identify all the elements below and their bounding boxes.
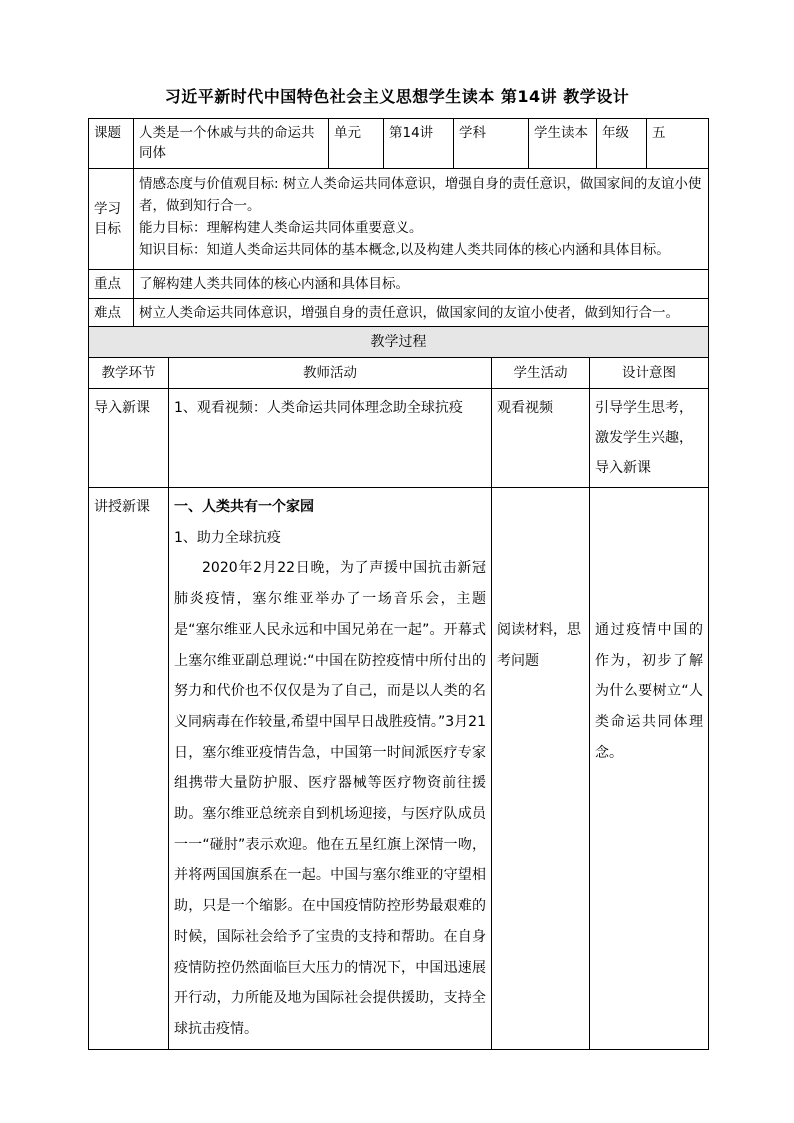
teacher-intro: 1、观看视频：人类命运共同体理念助全球抗疫 [169,389,492,488]
difficult-points-value: 树立人类命运共同体意识，增强自身的责任意识，做国家间的友谊小使者，做到知行合一。 [134,299,709,328]
process-header-row [89,358,709,389]
student-activity-text: 阅读材料，思考问题 [497,622,581,669]
section-heading: 一、人类共有一个家园 [174,499,314,515]
objective-emotion: 情感态度与价值观目标: 树立人类命运共同体意识，增强自身的责任意识，做国家间的友谊小使者，做到知行合一。 [139,176,702,214]
header-intent: 设计意图 [590,358,709,389]
section-subheading: 1、助力全球抗疫 [174,529,281,546]
student-intro: 观看视频 [492,389,590,488]
key-points-value: 了解构建人类共同体的核心内涵和具体目标。 [134,270,709,299]
stage-new-lesson: 讲授新课 [89,488,169,1050]
grade-label: 年级 [597,119,647,169]
teacher-new-lesson [169,488,492,1050]
objectives-label: 学习目标 [89,169,134,270]
topic-value: 人类是一个休戚与共的命运共同体 [134,119,329,169]
document-title: 习近平新时代中国特色社会主义思想学生读本 第14讲 教学设计 [164,87,630,106]
grade-value: 五 [647,119,709,169]
unit-label: 单元 [329,119,384,169]
reading-material: 2020年2月22日晚，为了声援中国抗击新冠肺炎疫情，塞尔维亚举办了一场音乐会，主题是“塞尔维亚人民永远和中国兄弟在一起”。开幕式上塞尔维亚副总理说:“中国在防控疫情中所付出的努力和代价也不仅仅是为了自己，而是以人类的名义同病毒在作较量,希望中国早日战胜疫情。”3月21日，塞尔维亚疫情告急，中国第一时间派医疗专家组携带大量防护服、医疗器械等医疗物资前往援助。塞尔维亚总统亲自到机场迎接，与医疗队成员一一“碰肘”表示欢迎。他在五星红旗上深情一吻，并将两国国旗系在一起。中国与塞尔维亚的守望相助，只是一个缩影。在中国疫情防控形势最艰难的时候，国际社会给予了宝贵的支持和帮助。在自身疫情防控仍然面临巨大压力的情况下，中国迅速展开行动，力所能及地为国际社会提供援助，支持全球抗击疫情。 [174,560,486,1037]
process-title: 教学过程 [89,327,709,358]
difficult-points-label: 难点 [89,299,134,328]
student-new-lesson [492,488,590,1050]
objective-knowledge: 知识目标：知道人类命运共同体的基本概念,以及构建人类共同体的核心内涵和具体目标。 [139,242,670,258]
table-row [89,488,709,1050]
teaching-process-table [88,326,709,1050]
header-student: 学生活动 [492,358,590,389]
topic-label: 课题 [89,119,134,169]
objective-ability: 能力目标：理解构建人类命运共同体重要意义。 [139,220,423,236]
key-points-label: 重点 [89,270,134,299]
table-row [89,389,709,488]
objectives-content [134,169,709,270]
subject-value: 学生读本 [529,119,597,169]
stage-intro: 导入新课 [89,389,169,488]
header-teacher: 教师活动 [169,358,492,389]
intent-new-lesson [590,488,709,1050]
design-intent-text: 通过疫情中国的作为，初步了解为什么要树立“人类命运共同体理念。 [595,622,703,761]
lesson-info-table [88,118,709,328]
intent-intro: 引导学生思考，激发学生兴趣，导入新课 [590,389,709,488]
subject-label: 学科 [454,119,529,169]
unit-value: 第14讲 [384,119,454,169]
header-stage: 教学环节 [89,358,169,389]
